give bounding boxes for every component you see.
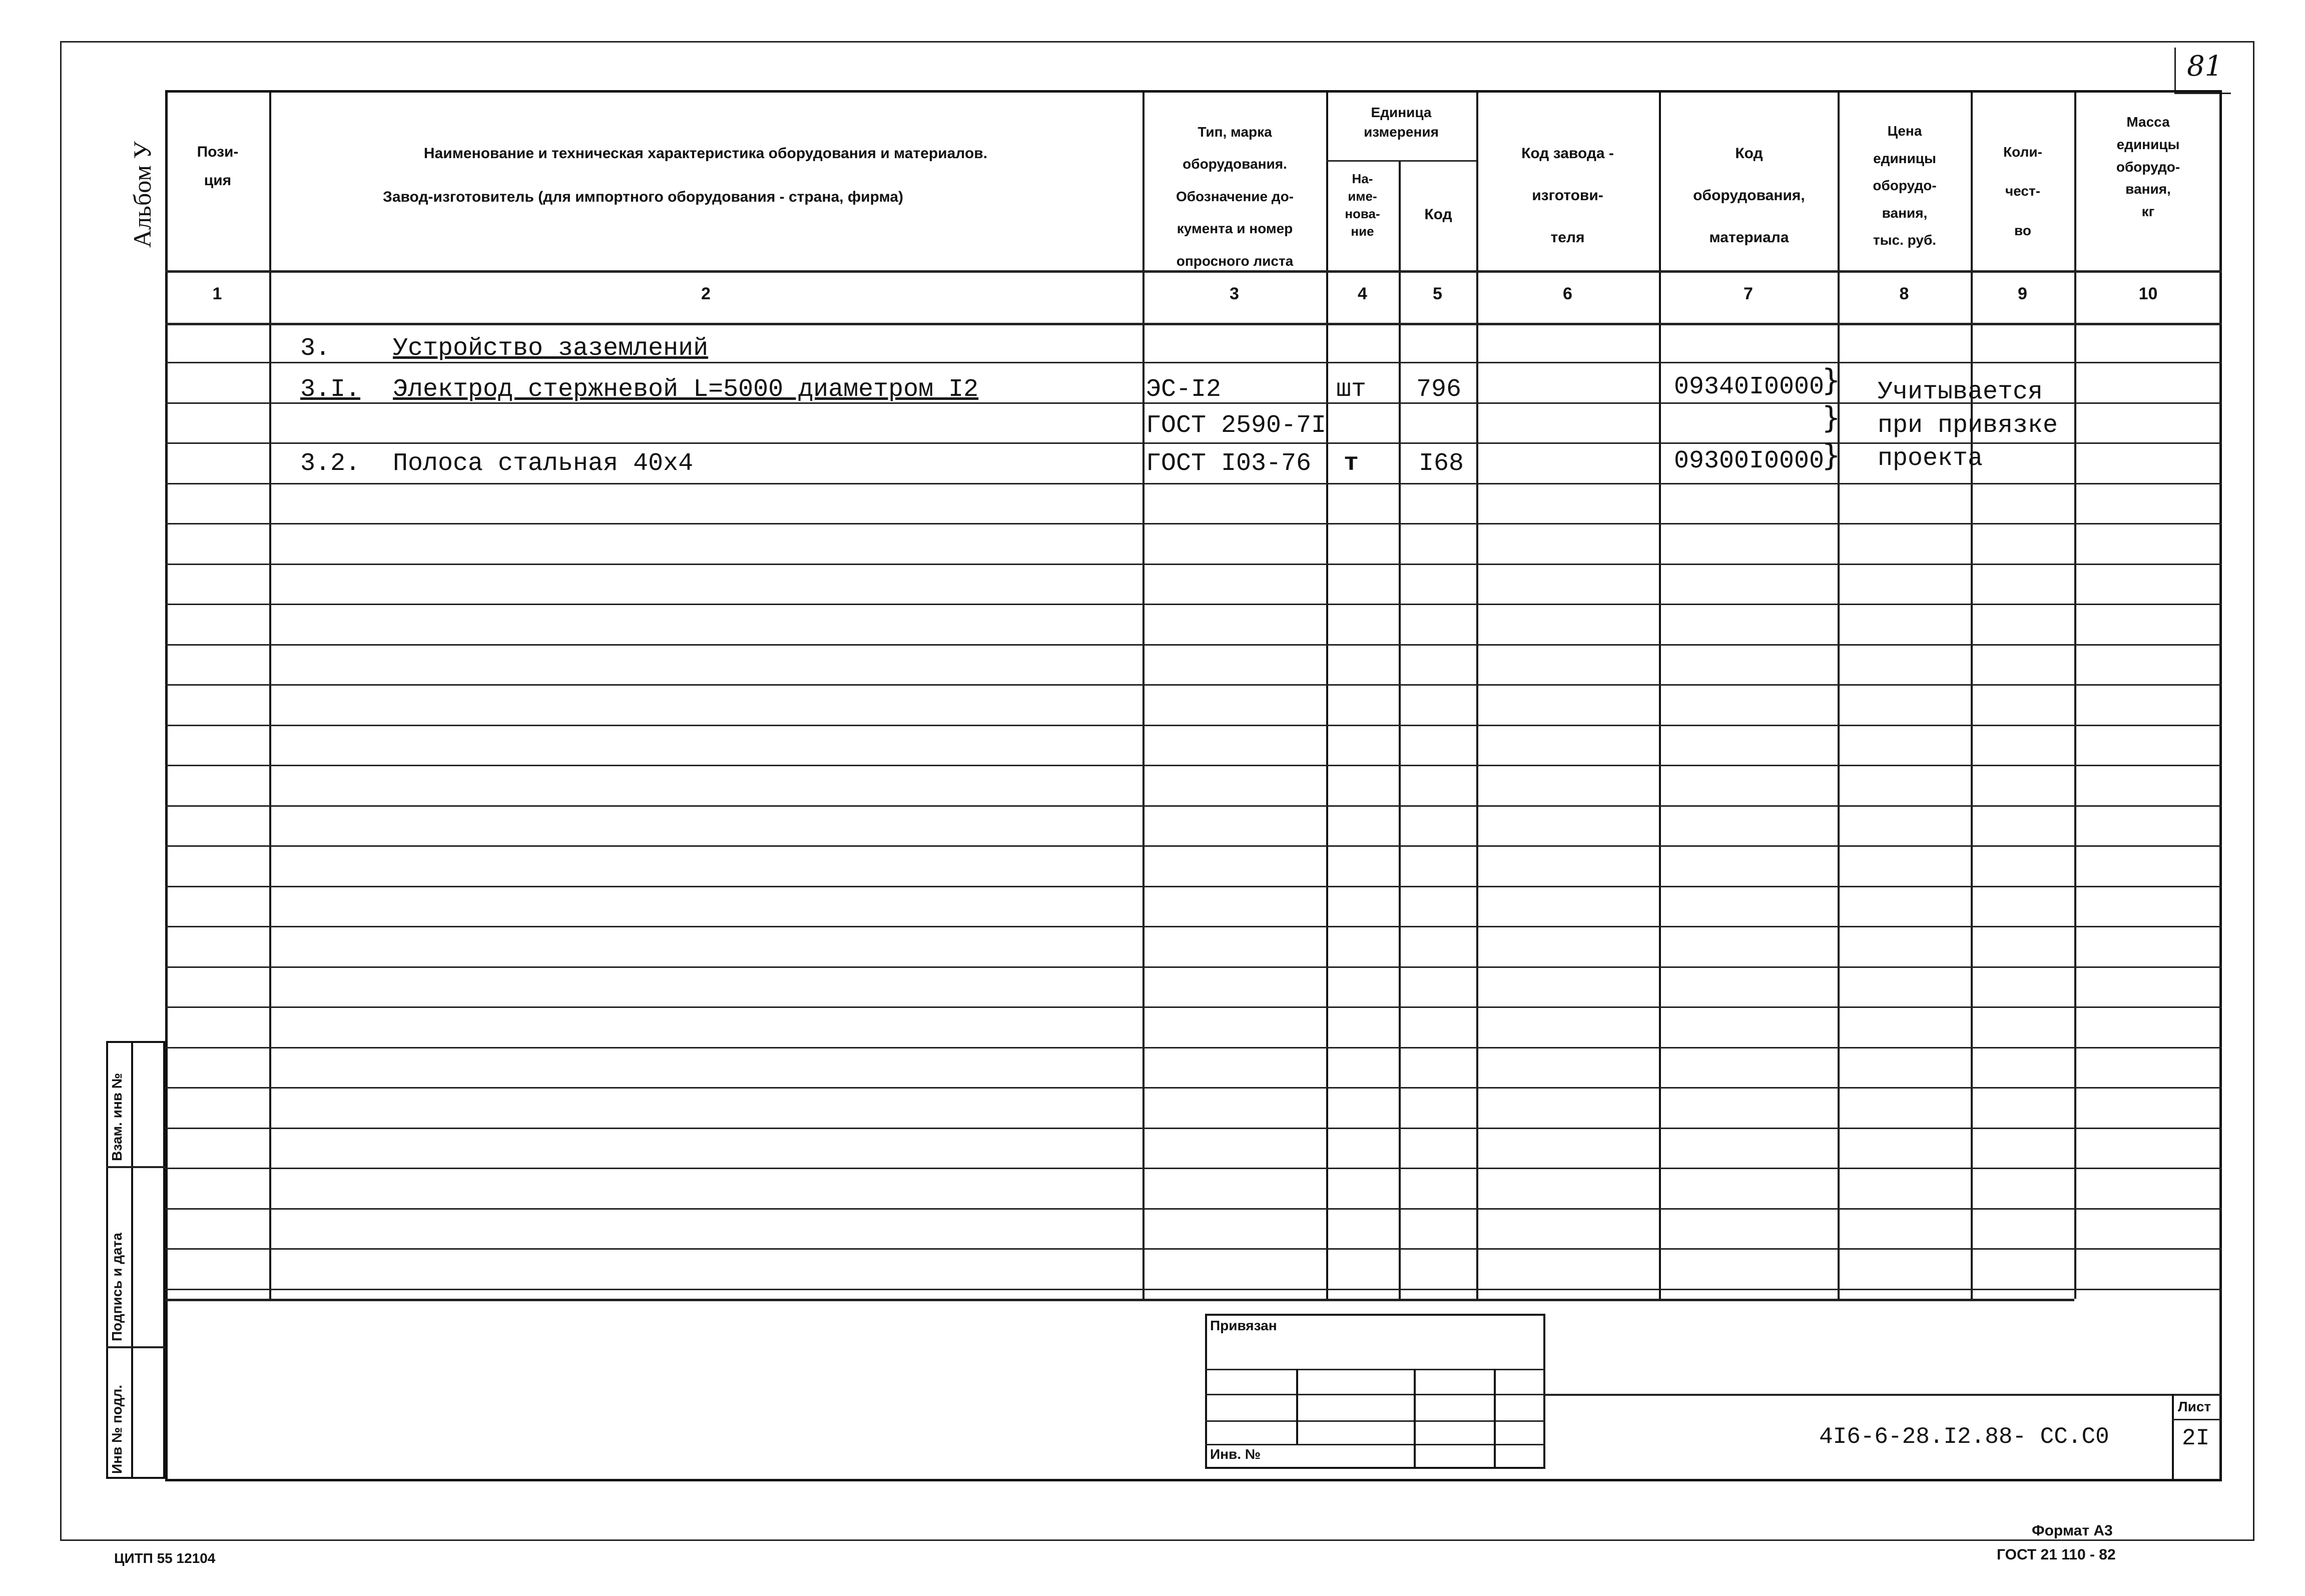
row-line bbox=[165, 1006, 2222, 1008]
col-number: 9 bbox=[2018, 284, 2027, 303]
item-type: ГОСТ I03-76 bbox=[1146, 449, 1312, 478]
number-row-line bbox=[165, 323, 2222, 325]
section-title: Устройство заземлений bbox=[393, 334, 709, 363]
item-material-code: 09300I0000 bbox=[1674, 447, 1825, 475]
row-line bbox=[165, 805, 2222, 807]
row-line bbox=[165, 1289, 2222, 1290]
header-col6: Код завода - изготови- теля bbox=[1521, 145, 1614, 246]
price-note-line: Учитывается bbox=[1878, 378, 2043, 406]
row-line bbox=[165, 483, 2222, 484]
brace-icon: } bbox=[1822, 400, 1841, 435]
header-col4: На- име- нова- ние bbox=[1345, 171, 1380, 239]
col-number: 8 bbox=[1899, 284, 1909, 303]
item-unit: т bbox=[1344, 449, 1359, 478]
album-label: Альбом У bbox=[128, 141, 156, 248]
price-note-line: при привязке bbox=[1878, 411, 2058, 440]
binding-inv-label: Инв. № bbox=[1210, 1446, 1261, 1462]
item-code: 796 bbox=[1416, 375, 1462, 404]
price-note-line: проекта bbox=[1878, 444, 1983, 473]
corner-number: 81 bbox=[2187, 50, 2223, 83]
side-stamp-divider bbox=[106, 1166, 165, 1168]
header-col7: Код оборудования, материала bbox=[1693, 145, 1805, 246]
title-block-divider bbox=[2172, 1394, 2174, 1481]
title-block-line bbox=[2172, 1419, 2222, 1420]
row-position: 3.2. bbox=[300, 449, 361, 478]
row-line bbox=[165, 604, 2222, 605]
binding-divider bbox=[1296, 1369, 1298, 1444]
header-col8: Цена единицы оборудо- вания, тыс. руб. bbox=[1873, 123, 1937, 248]
row-line bbox=[165, 564, 2222, 565]
sheet-label: Лист bbox=[2178, 1399, 2211, 1414]
col-number: 3 bbox=[1230, 284, 1239, 303]
side-label-replace: Взам. инв № bbox=[109, 1073, 125, 1161]
row-position: 3.I. bbox=[300, 375, 361, 404]
row-line bbox=[165, 845, 2222, 847]
side-stamp-divider bbox=[106, 1346, 165, 1348]
row-line bbox=[165, 684, 2222, 686]
col-number: 4 bbox=[1358, 284, 1367, 303]
sheet-number: 2I bbox=[2182, 1425, 2210, 1451]
row-line bbox=[165, 725, 2222, 726]
header-unit-group: Единица измерения bbox=[1364, 105, 1439, 140]
title-block-line bbox=[1545, 1394, 2222, 1396]
row-line bbox=[165, 1047, 2222, 1048]
item-type: ГОСТ 2590-7I bbox=[1146, 411, 1327, 440]
row-line bbox=[165, 1087, 2222, 1089]
unit-group-line bbox=[1326, 160, 1476, 162]
header-col1: Пози- ция bbox=[197, 144, 239, 189]
header-col3: Тип, марка оборудования. Обозначение до- кумента и номер опросного листа bbox=[1176, 124, 1294, 269]
document-code: 4I6-6-28.I2.88- СС.С0 bbox=[1819, 1424, 2109, 1450]
col-number: 5 bbox=[1433, 284, 1442, 303]
row-line bbox=[165, 926, 2222, 927]
row-position: 3. bbox=[300, 334, 331, 363]
standard-label: ГОСТ 21 110 - 82 bbox=[1997, 1546, 2116, 1563]
row-line bbox=[165, 442, 2222, 444]
header-col9: Коли- чест- во bbox=[2003, 144, 2042, 238]
binding-divider bbox=[1414, 1369, 1416, 1469]
item-name: Электрод стержневой L=5000 диаметром I2 bbox=[393, 375, 979, 404]
side-label-inv: Инв № подл. bbox=[109, 1384, 125, 1474]
brace-icon: } bbox=[1822, 438, 1841, 473]
row-line bbox=[165, 1168, 2222, 1169]
row-line bbox=[165, 765, 2222, 766]
row-line bbox=[165, 1248, 2222, 1250]
side-stamp-divider bbox=[131, 1041, 133, 1479]
col-number: 7 bbox=[1744, 284, 1753, 303]
header-col10: Масса единицы оборудо- вания, кг bbox=[2116, 114, 2180, 220]
col-number: 6 bbox=[1563, 284, 1572, 303]
col-number: 10 bbox=[2138, 284, 2158, 303]
brace-icon: } bbox=[1822, 363, 1841, 398]
item-material-code: 09340I0000 bbox=[1674, 373, 1825, 401]
row-line bbox=[165, 644, 2222, 646]
row-line bbox=[165, 966, 2222, 968]
row-line bbox=[165, 1208, 2222, 1210]
row-line bbox=[165, 523, 2222, 524]
footer-code: ЦИТП 55 12104 bbox=[114, 1550, 216, 1566]
item-name: Полоса стальная 40х4 bbox=[393, 449, 694, 478]
item-code: I68 bbox=[1419, 449, 1464, 478]
header-col5: Код bbox=[1424, 206, 1452, 223]
side-label-sign: Подпись и дата bbox=[109, 1233, 125, 1341]
binding-title: Привязан bbox=[1210, 1318, 1277, 1333]
header-col2-line1: Наименование и техническая характеристика оборудования и материалов. bbox=[423, 145, 988, 162]
table-body-bottom bbox=[165, 1299, 2074, 1301]
item-type: ЭС-I2 bbox=[1146, 375, 1222, 404]
col-number: 2 bbox=[701, 284, 711, 303]
header-col2-line2: Завод-изготовитель (для импортного оборудования - страна, фирма) bbox=[383, 189, 903, 205]
row-line bbox=[165, 1128, 2222, 1129]
binding-divider bbox=[1494, 1369, 1496, 1469]
format-label: Формат А3 bbox=[2032, 1522, 2113, 1539]
row-line bbox=[165, 886, 2222, 887]
col-number: 1 bbox=[212, 284, 222, 303]
item-unit: шт bbox=[1336, 375, 1367, 404]
